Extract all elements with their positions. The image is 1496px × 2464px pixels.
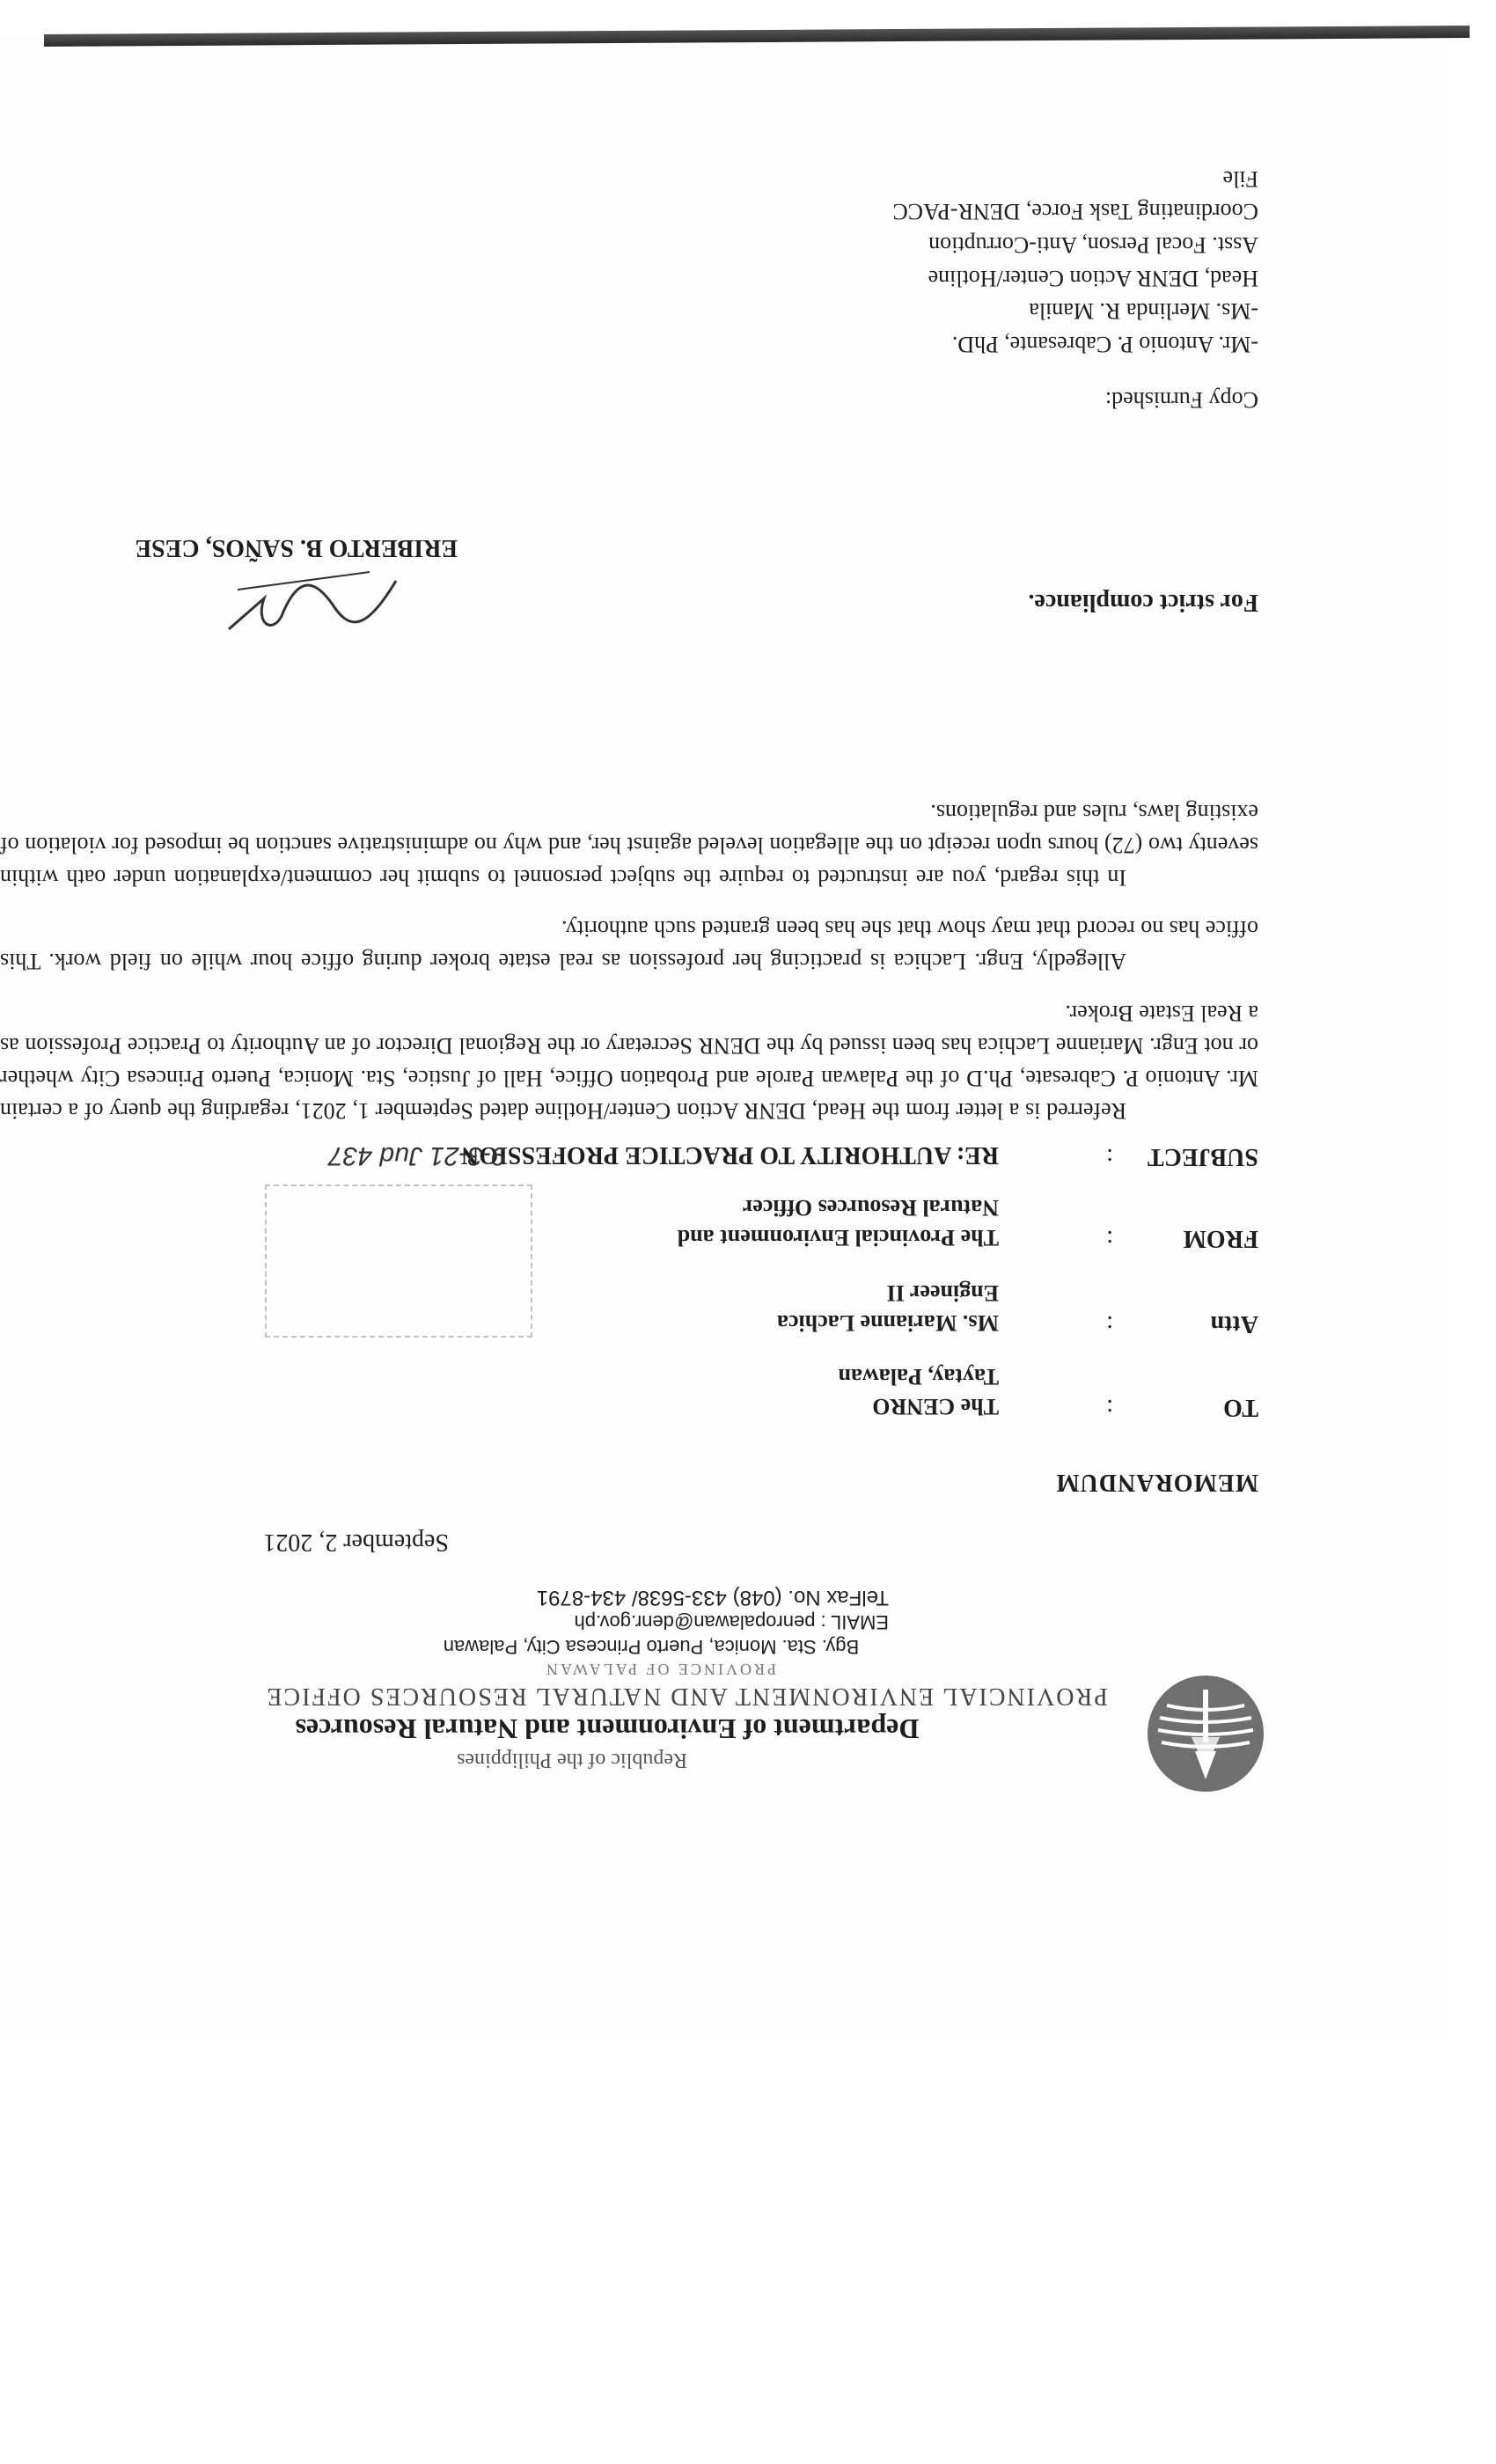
body-paragraph-1: Referred is a letter from the Head, DENR Action Center/Hotline dated September 1, 2021, regarding the query of a certain Mr. Antonio P. Cabresate, Ph.D of the Palawan Parole and Probation Office, Hall of Justice, Sta. Monica, Puerto Princesa City whether or not Engr. Marianne Lachica has been issued by the DENR Secretary or the Regional Director of an Authority to Practice Profession as a Real Estate Broker. (0, 1001, 1258, 1124)
stamp-handwriting: 9-3-21 Jud 437 (328, 1141, 506, 1170)
stamp-box (265, 1184, 532, 1338)
from-line-1: The Provincial Environment and (677, 1225, 999, 1250)
subject-label: SUBJECT (1147, 1143, 1258, 1170)
copy-furnished-item: Asst. Focal Person, Anti-Corruption (928, 231, 1258, 258)
republic-line: Republic of the Philippines (457, 1749, 687, 1771)
memo-date: September 2, 2021 (263, 1529, 449, 1556)
copy-furnished-title: Copy Furnished: (1104, 387, 1258, 413)
department-name: Department of Environment and Natural Resources (295, 1713, 920, 1745)
from-label: FROM (1183, 1225, 1258, 1252)
from-colon: : (1106, 1225, 1113, 1252)
attn-line-2: Engineer II (886, 1280, 999, 1307)
to-line-1: The CENRO (872, 1394, 999, 1419)
attn-colon: : (1106, 1310, 1113, 1338)
subject-value: RE: AUTHORITY TO PRACTICE PROFESSION (461, 1141, 999, 1169)
office-address: Bgy. Sta. Monica, Puerto Princesa City, Palawan (443, 1636, 860, 1658)
body-paragraph-2: Allegedly, Engr. Lachica is practicing her profession as real estate broker during office hour while on field work. This office has no record that may show that she has been granted such authority. (0, 916, 1258, 975)
subject-colon: : (1106, 1143, 1113, 1170)
attn-value (777, 1278, 999, 1338)
copy-furnished-item: -Mr. Antonio P. Cabresante, PhD. (951, 332, 1258, 357)
from-value (678, 1192, 999, 1252)
attn-label: Attn (1210, 1310, 1258, 1338)
body-paragraph-3: In this regard, you are instructed to require the subject personnel to submit her comment/explanation under oath within seventy two (72) hours upon receipt on the allegation leveled against her, and why no administrative sanction be imposed for violation of existing laws, rules and regulations. (0, 799, 1258, 891)
office-telfax: TelFax No. (048) 433-5638/ 434-8791 (536, 1586, 889, 1610)
copy-furnished-item: File (1222, 165, 1258, 192)
to-line-2: Taytay, Palawan (838, 1364, 999, 1390)
office-email: EMAIL : penropalawan@denr.gov.ph (574, 1611, 889, 1633)
attn-line-1: Ms. Marianne Lachica (776, 1310, 999, 1336)
denr-logo-icon (1144, 1672, 1267, 1795)
signatory-name: ERIBERTO B. SAÑOS, CESE (135, 534, 458, 561)
signature-icon (211, 563, 405, 642)
closing-line: For strict compliance. (1028, 589, 1258, 616)
copy-furnished-list (892, 162, 1258, 361)
to-label: TO (1223, 1394, 1258, 1421)
province-name: PROVINCE OF PALAWAN (544, 1661, 776, 1678)
from-line-2: Natural Resources Officer (742, 1195, 999, 1221)
copy-furnished-item: -Ms. Merlinda R. Manila (1029, 298, 1258, 325)
office-name: PROVINCIAL ENVIRONMENT AND NATURAL RESOURCES OFFICE (265, 1683, 1108, 1710)
copy-furnished-item: Coordinating Task Force, DENR-PACC (892, 199, 1258, 225)
copy-furnished-item: Head, DENR Action Center/Hotline (928, 265, 1258, 291)
memo-title: MEMORANDUM (1055, 1469, 1258, 1496)
to-value (838, 1361, 999, 1421)
to-colon: : (1106, 1394, 1113, 1421)
receiving-stamp (189, 1109, 541, 1346)
memo-body (0, 776, 1258, 1126)
